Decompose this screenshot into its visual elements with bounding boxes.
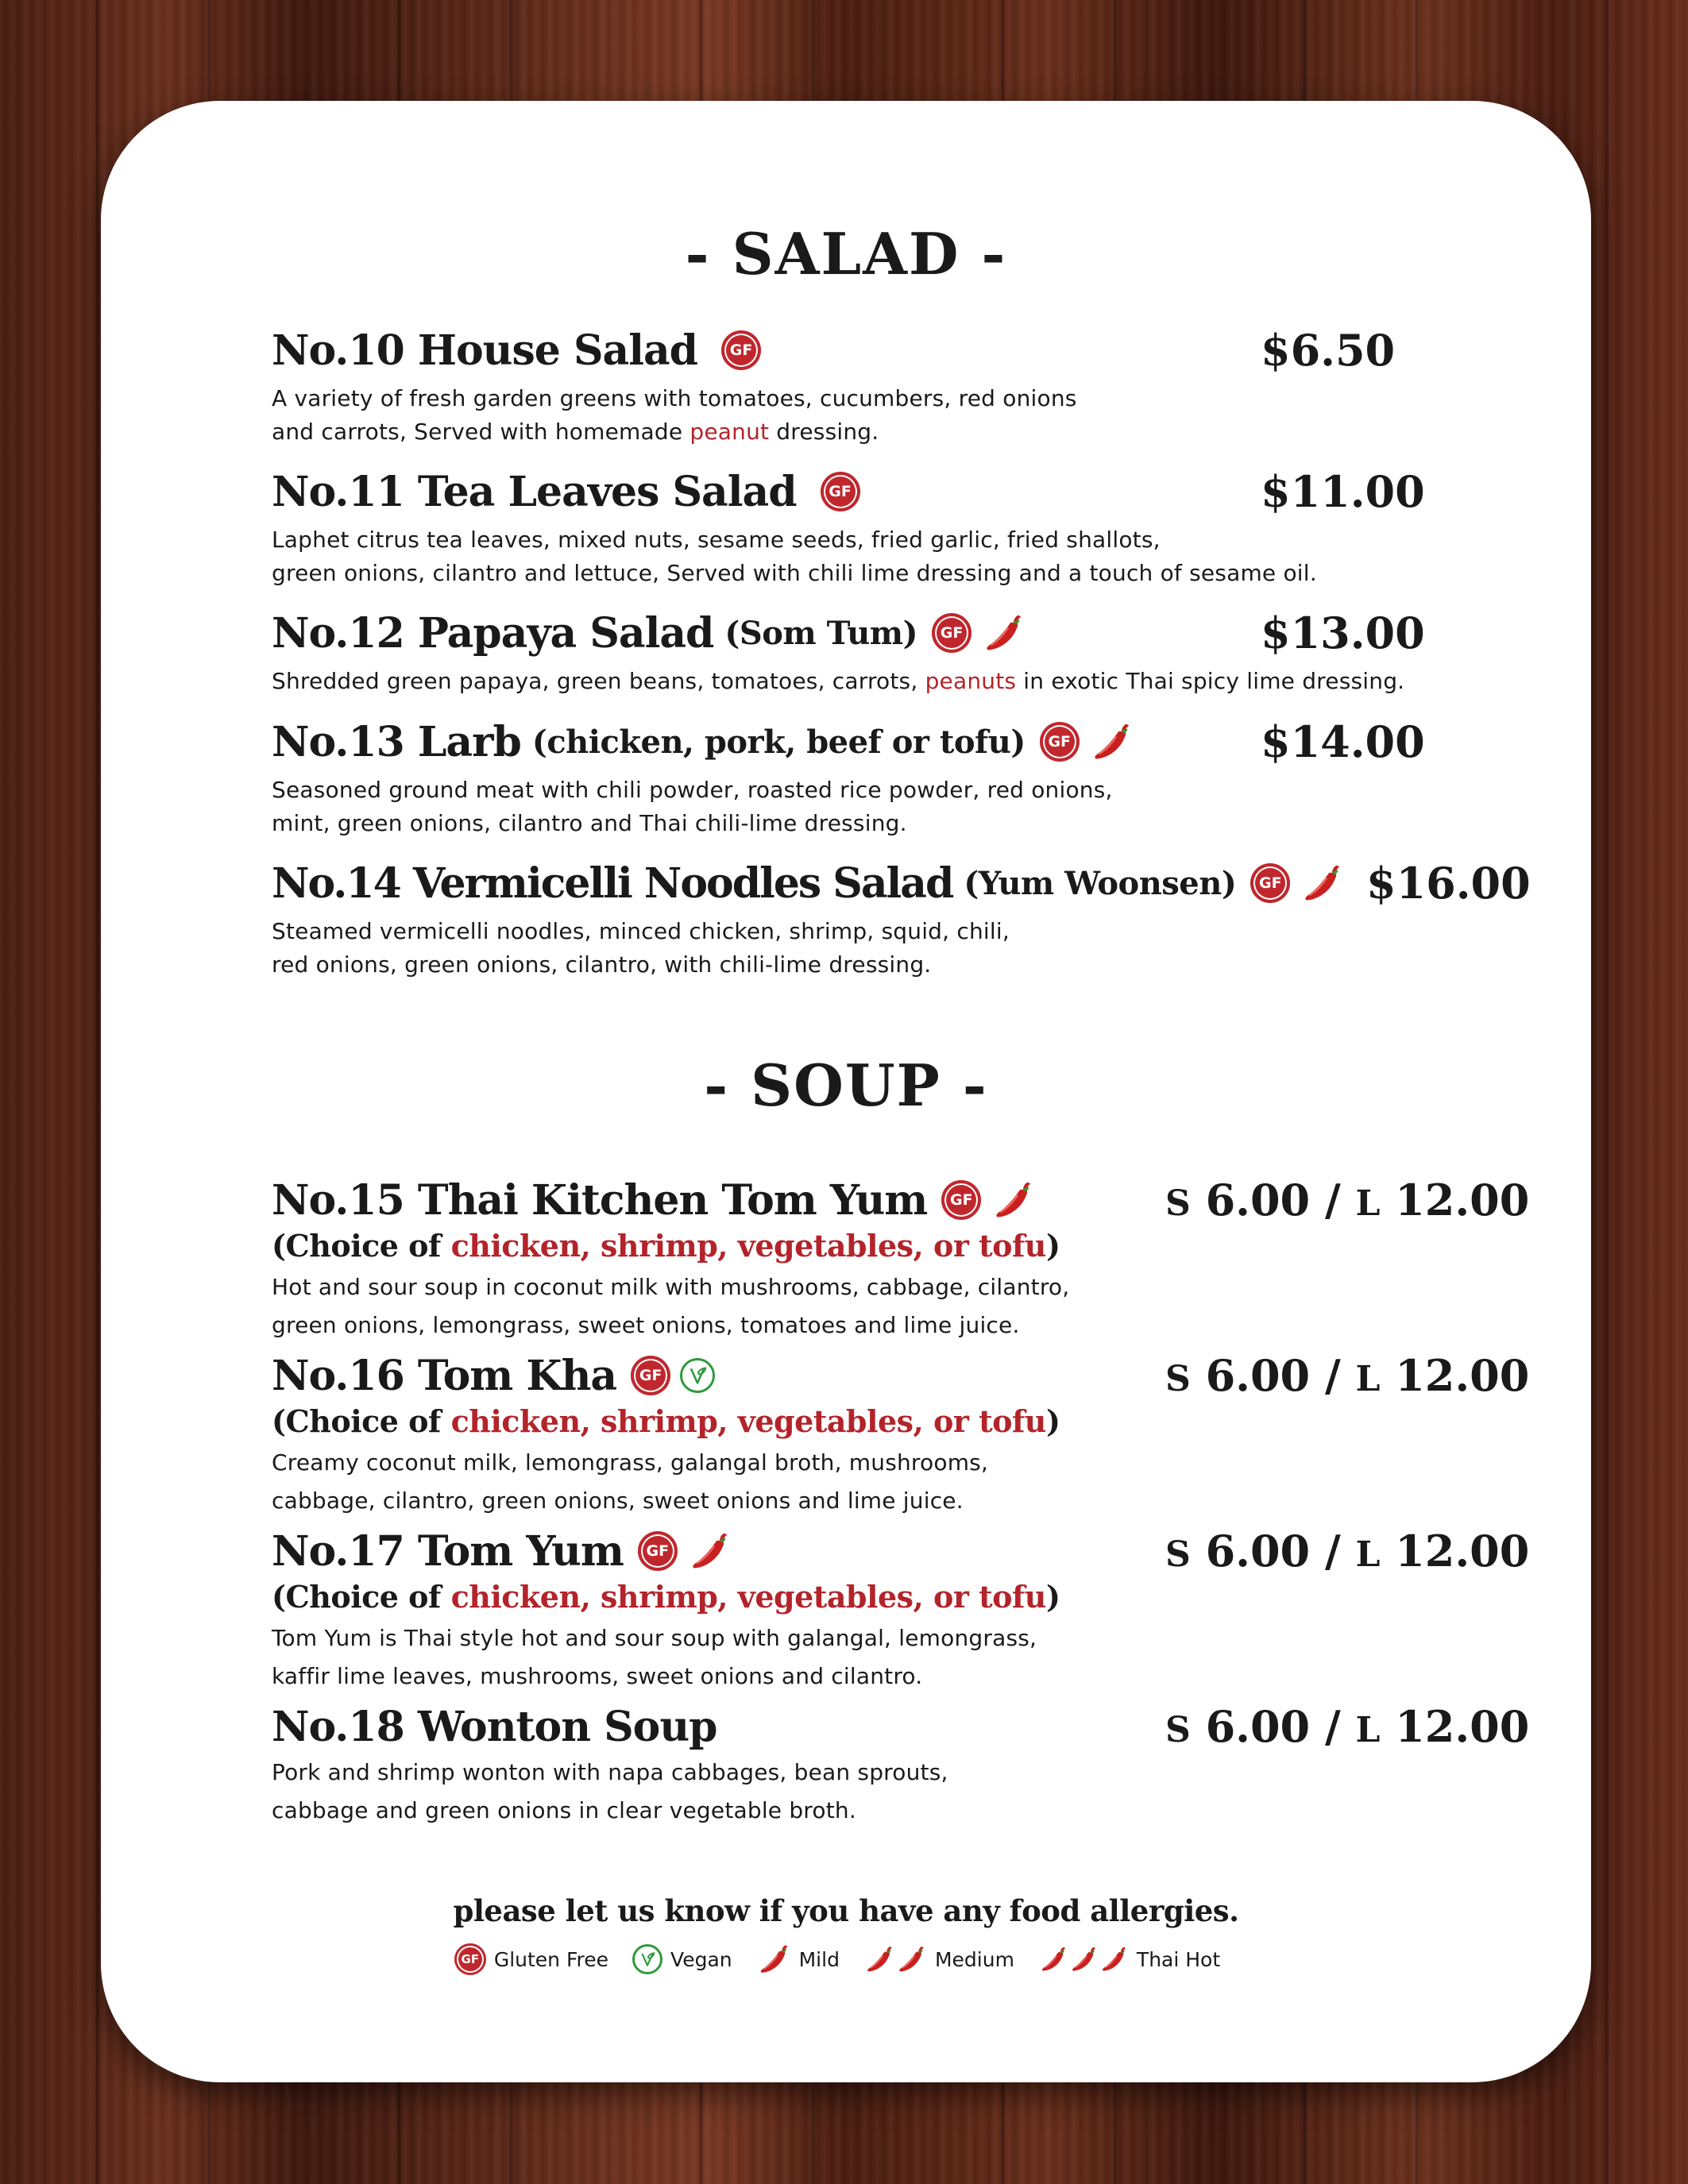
allergy-note: please let us know if you have any food allergies. xyxy=(453,1893,1239,1928)
menu-item-tom-yum xyxy=(272,1526,1530,1696)
item-choice: (Choice of chicken, shrimp, vegetables, or tofu) xyxy=(272,1228,1060,1264)
allergen-highlight: peanut xyxy=(689,419,770,445)
legend-mild: Mild xyxy=(756,1942,840,1977)
item-name: No.17 Tom Yum xyxy=(272,1526,624,1576)
gluten-free-icon: GF xyxy=(454,1943,486,1975)
legend-thai-hot: Thai Hot xyxy=(1038,1944,1220,1974)
vegan-icon xyxy=(632,1944,662,1974)
legend-vegan: Vegan xyxy=(632,1944,732,1974)
item-price: $6.50 xyxy=(1261,325,1396,376)
item-description: Laphet citrus tea leaves, mixed nuts, sesame seeds, fried garlic, fried shallots, green onions, cilantro and lettuce, Served with chili lime dressing and a touch of sesame oil. xyxy=(272,527,1317,586)
menu-item-thai-kitchen-tom-yum xyxy=(272,1175,1530,1345)
gluten-free-icon: GF xyxy=(941,1180,981,1220)
item-description: Seasoned ground meat with chili powder, roasted rice powder, red onions, mint, green onions, cilantro and Thai chili-lime dressing. xyxy=(272,777,1113,836)
legend-gluten-free: GF Gluten Free xyxy=(454,1943,608,1975)
item-price: $16.00 xyxy=(1366,858,1531,909)
item-name: No.18 Wonton Soup xyxy=(272,1702,717,1751)
item-name: No.16 Tom Kha xyxy=(272,1351,617,1400)
item-price: $14.00 xyxy=(1261,716,1425,767)
menu-item-larb xyxy=(272,716,1527,840)
item-price: S 6.00 / L 12.00 xyxy=(1165,1350,1530,1401)
vegan-icon xyxy=(680,1358,715,1393)
item-choice: (Choice of chicken, shrimp, vegetables, or tofu) xyxy=(272,1403,1060,1439)
chili-pepper-icon xyxy=(1038,1944,1068,1974)
gluten-free-icon: GF xyxy=(1040,722,1080,762)
menu-item-wonton-soup xyxy=(272,1701,1530,1830)
menu-item-vermicelli-noodles-salad xyxy=(272,858,1531,982)
chili-pepper-icon xyxy=(981,611,1026,655)
item-subtitle: (chicken, pork, beef or tofu) xyxy=(531,723,1026,761)
soup-section-title: - SOUP - xyxy=(704,1051,988,1119)
allergen-highlight: peanuts xyxy=(925,668,1017,694)
salad-section-title: - SALAD - xyxy=(685,220,1007,287)
gluten-free-icon: GF xyxy=(821,472,860,511)
item-name: No.10 House Salad xyxy=(272,326,698,375)
item-name: No.11 Tea Leaves Salad xyxy=(272,467,797,516)
chili-pepper-icon xyxy=(1068,1944,1099,1974)
gluten-free-icon: GF xyxy=(631,1356,670,1395)
chili-pepper-icon xyxy=(687,1529,732,1573)
gluten-free-icon: GF xyxy=(932,613,971,653)
item-name: No.15 Thai Kitchen Tom Yum xyxy=(272,1175,928,1225)
gluten-free-icon: GF xyxy=(1250,863,1290,903)
chili-pepper-icon xyxy=(1089,720,1134,764)
menu-card xyxy=(101,101,1591,2082)
item-price: $13.00 xyxy=(1261,608,1425,658)
chili-pepper-icon xyxy=(895,1943,927,1975)
item-price: S 6.00 / L 12.00 xyxy=(1165,1701,1530,1752)
item-price: $11.00 xyxy=(1261,466,1425,517)
item-description: A variety of fresh garden greens with tomatoes, cucumbers, red onions and carrots, Served with homemade peanut dressing. xyxy=(272,385,1077,445)
chili-pepper-icon xyxy=(756,1942,791,1977)
menu-item-tom-kha xyxy=(272,1350,1530,1520)
item-price: S 6.00 / L 12.00 xyxy=(1165,1175,1530,1225)
item-choice: (Choice of chicken, shrimp, vegetables, or tofu) xyxy=(272,1579,1060,1615)
item-name: No.12 Papaya Salad xyxy=(272,608,714,658)
item-description: Hot and sour soup in coconut milk with mushrooms, cabbage, cilantro, green onions, lemongrass, sweet onions, tomatoes and lime juice. xyxy=(272,1274,1070,1338)
item-description: Shredded green papaya, green beans, tomatoes, carrots, peanuts in exotic Thai spicy lime dressing. xyxy=(272,668,1405,694)
icon-legend xyxy=(101,1942,1591,1977)
item-price: S 6.00 / L 12.00 xyxy=(1165,1526,1530,1576)
item-name: No.14 Vermicelli Noodles Salad xyxy=(272,859,953,908)
gluten-free-icon: GF xyxy=(721,330,761,370)
gluten-free-icon: GF xyxy=(638,1531,678,1571)
chili-pepper-icon xyxy=(1099,1944,1129,1974)
item-subtitle: (Yum Woonsen) xyxy=(964,864,1237,902)
item-description: Steamed vermicelli noodles, minced chicken, shrimp, squid, chili, red onions, green onions, cilantro, with chili-lime dressing. xyxy=(272,918,1010,978)
chili-pepper-icon xyxy=(1300,861,1344,905)
item-subtitle: (Som Tum) xyxy=(724,614,918,652)
chili-pepper-icon xyxy=(863,1943,895,1975)
item-name: No.13 Larb xyxy=(272,717,521,766)
item-description: Tom Yum is Thai style hot and sour soup with galangal, lemongrass, kaffir lime leaves, mushrooms, sweet onions and cilantro. xyxy=(272,1625,1037,1689)
item-description: Pork and shrimp wonton with napa cabbages, bean sprouts, cabbage and green onions in clear vegetable broth. xyxy=(272,1759,948,1823)
item-description: Creamy coconut milk, lemongrass, galangal broth, mushrooms, cabbage, cilantro, green onions, sweet onions and lime juice. xyxy=(272,1449,989,1514)
legend-medium: Medium xyxy=(863,1943,1014,1975)
menu-item-papaya-salad xyxy=(272,608,1527,698)
menu-item-house-salad xyxy=(272,325,1527,449)
menu-item-tea-leaves-salad xyxy=(272,466,1527,590)
chili-pepper-icon xyxy=(991,1178,1035,1222)
